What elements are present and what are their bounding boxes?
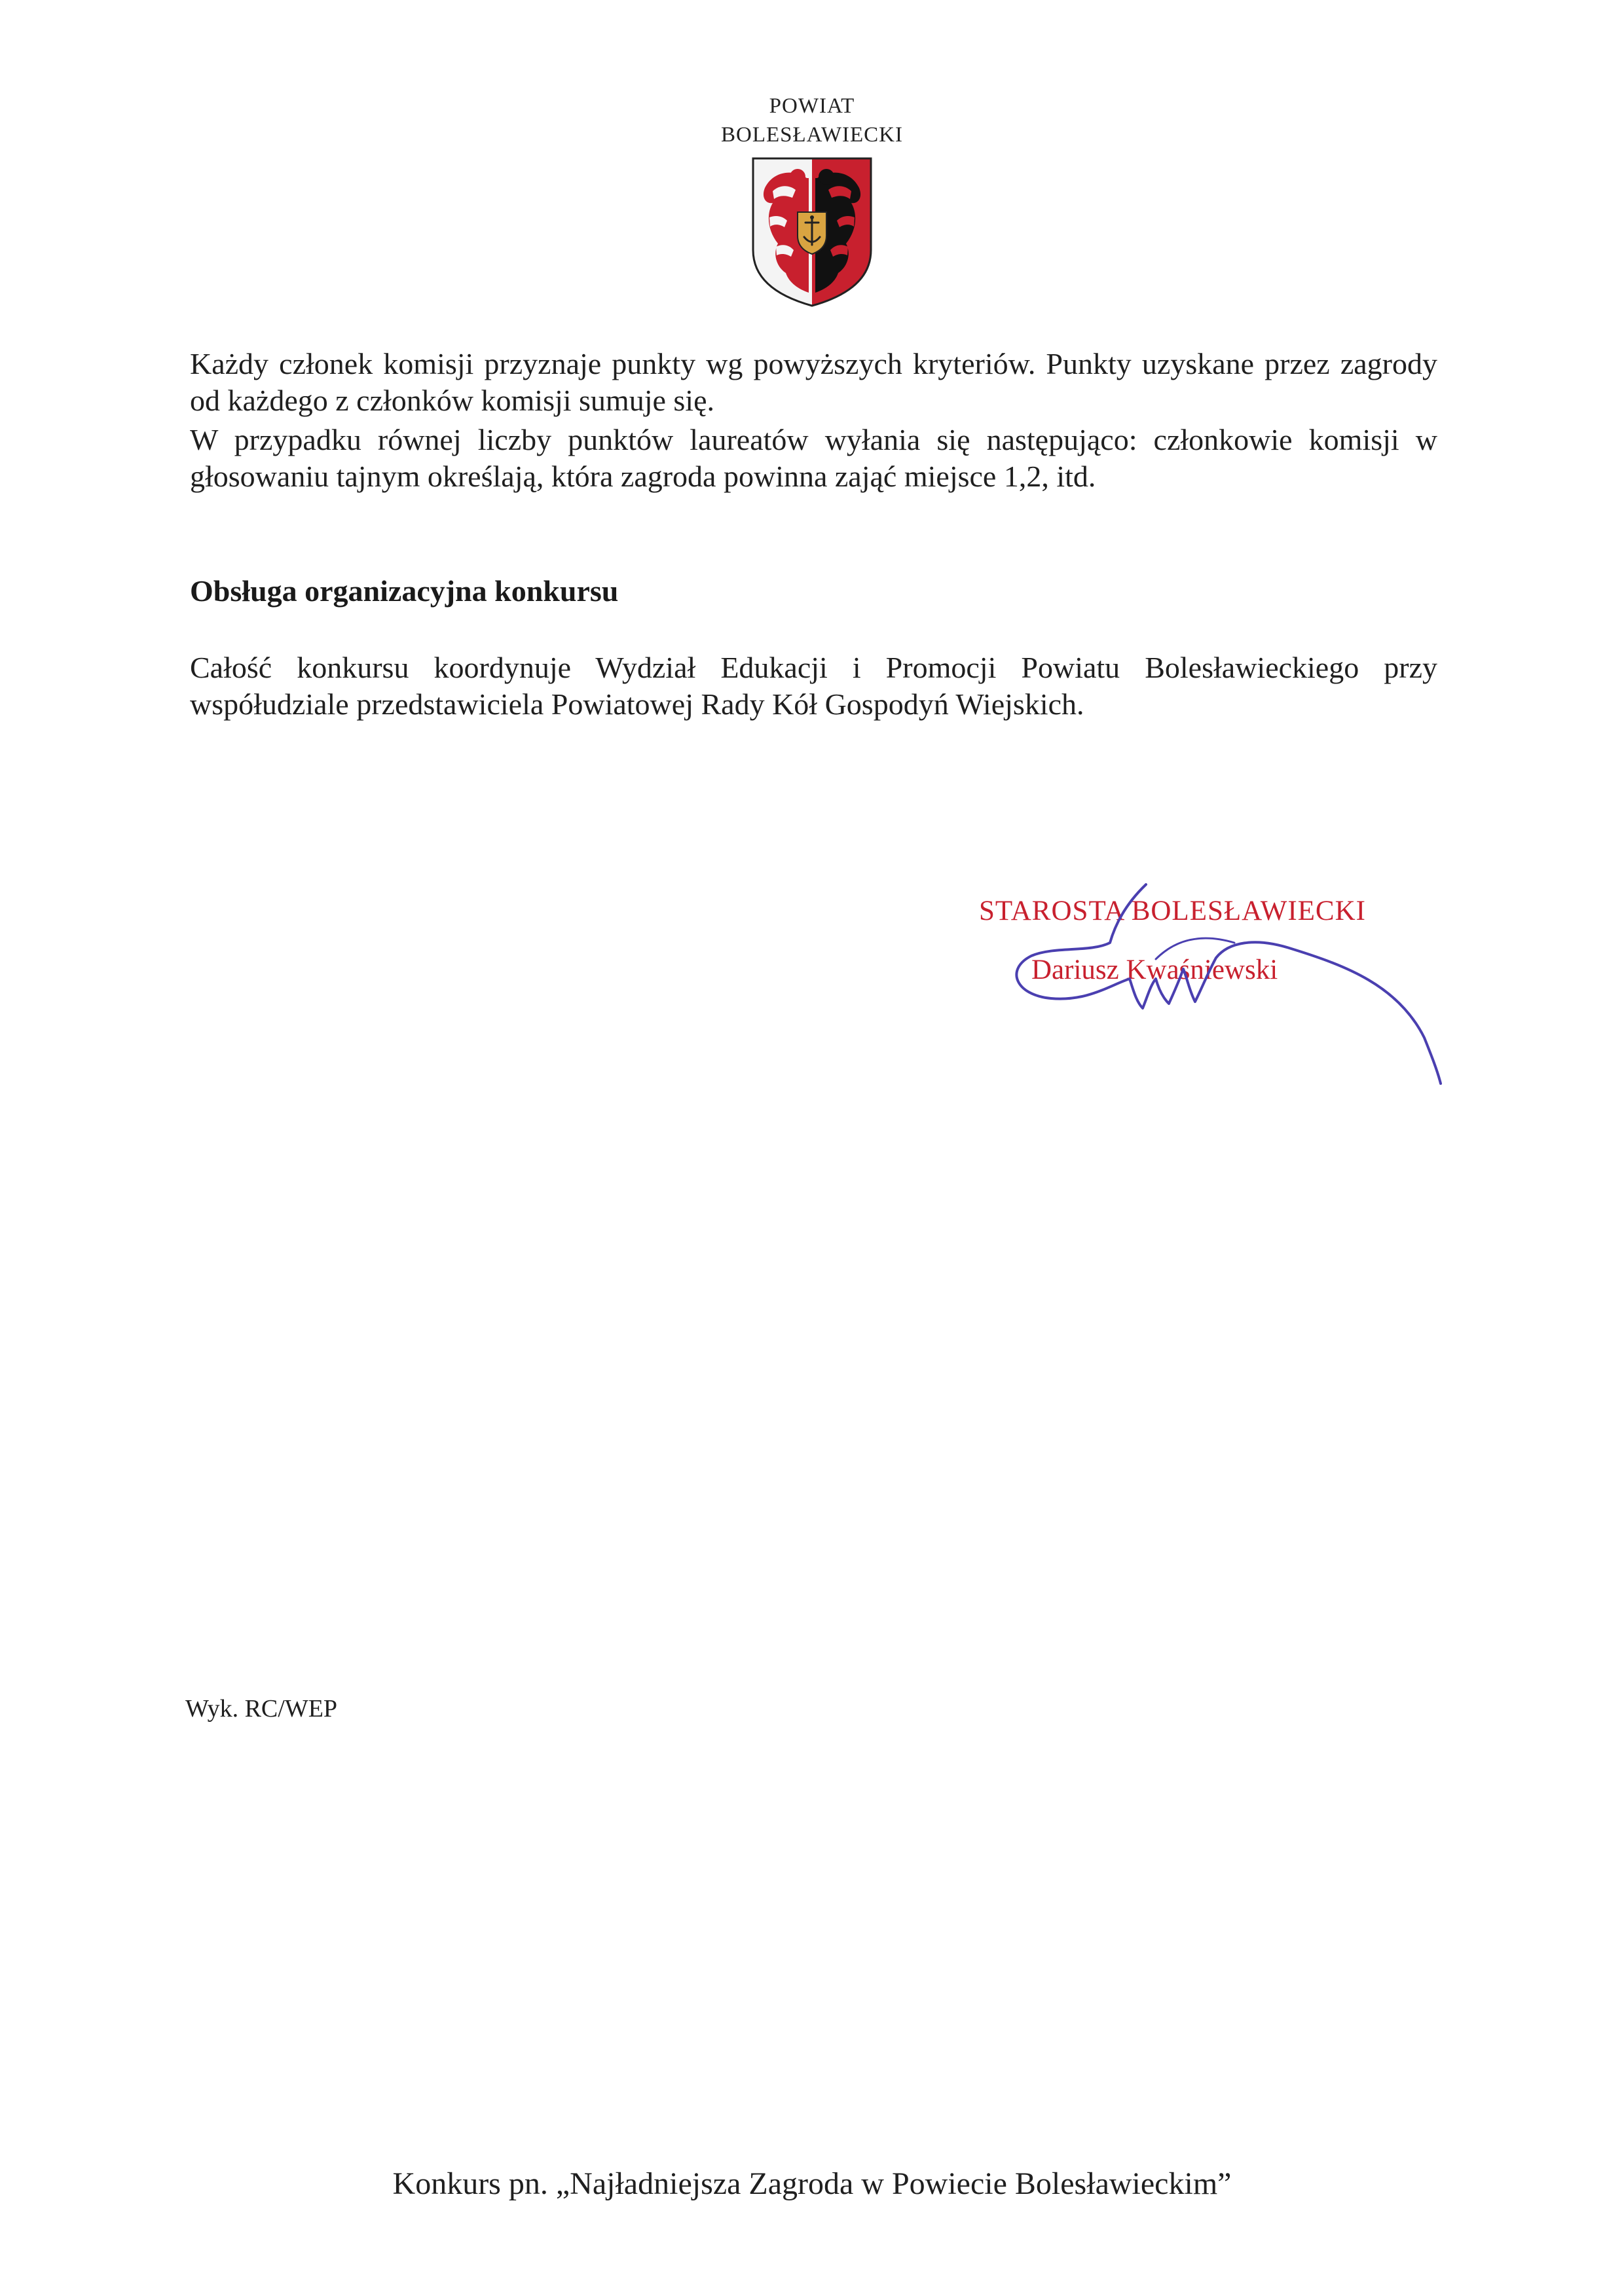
section-heading: Obsługa organizacyjna konkursu xyxy=(190,574,619,608)
coat-of-arms-icon xyxy=(747,152,877,309)
paragraph-scoring: Każdy członek komisji przyznaje punkty wg powyższych kryteriów. Punkty uzyskane przez zagrody od każdego z członków komisji sumuje się. xyxy=(190,347,1437,417)
letterhead-line-2: BOLESŁAWIECKI xyxy=(721,123,903,147)
author-reference: Wyk. RC/WEP xyxy=(185,1695,338,1722)
paragraph-coordination: Całość konkursu koordynuje Wydział Edukacji i Promocji Powiatu Bolesławieckiego przy współudziale przedstawiciela Powiatowej Rady Kół Gospodyń Wiejskich. xyxy=(190,651,1437,721)
paragraph-tie-break: W przypadku równej liczby punktów laureatów wyłania się następująco: członkowie komisji w głosowaniu tajnym określają, która zagroda powinna zająć miejsce 1,2, itd. xyxy=(190,423,1437,493)
letterhead xyxy=(0,92,1624,149)
stamp-name: Dariusz Kwaśniewski xyxy=(1031,955,1278,985)
page-footer: Konkurs pn. „Najładniejsza Zagroda w Powiecie Bolesławieckim” xyxy=(392,2166,1232,2201)
stamp-title: STAROSTA BOLESŁAWIECKI xyxy=(979,896,1366,926)
signature-icon xyxy=(979,881,1477,1142)
official-stamp xyxy=(979,881,1477,1142)
letterhead-line-1: POWIAT xyxy=(769,94,855,118)
